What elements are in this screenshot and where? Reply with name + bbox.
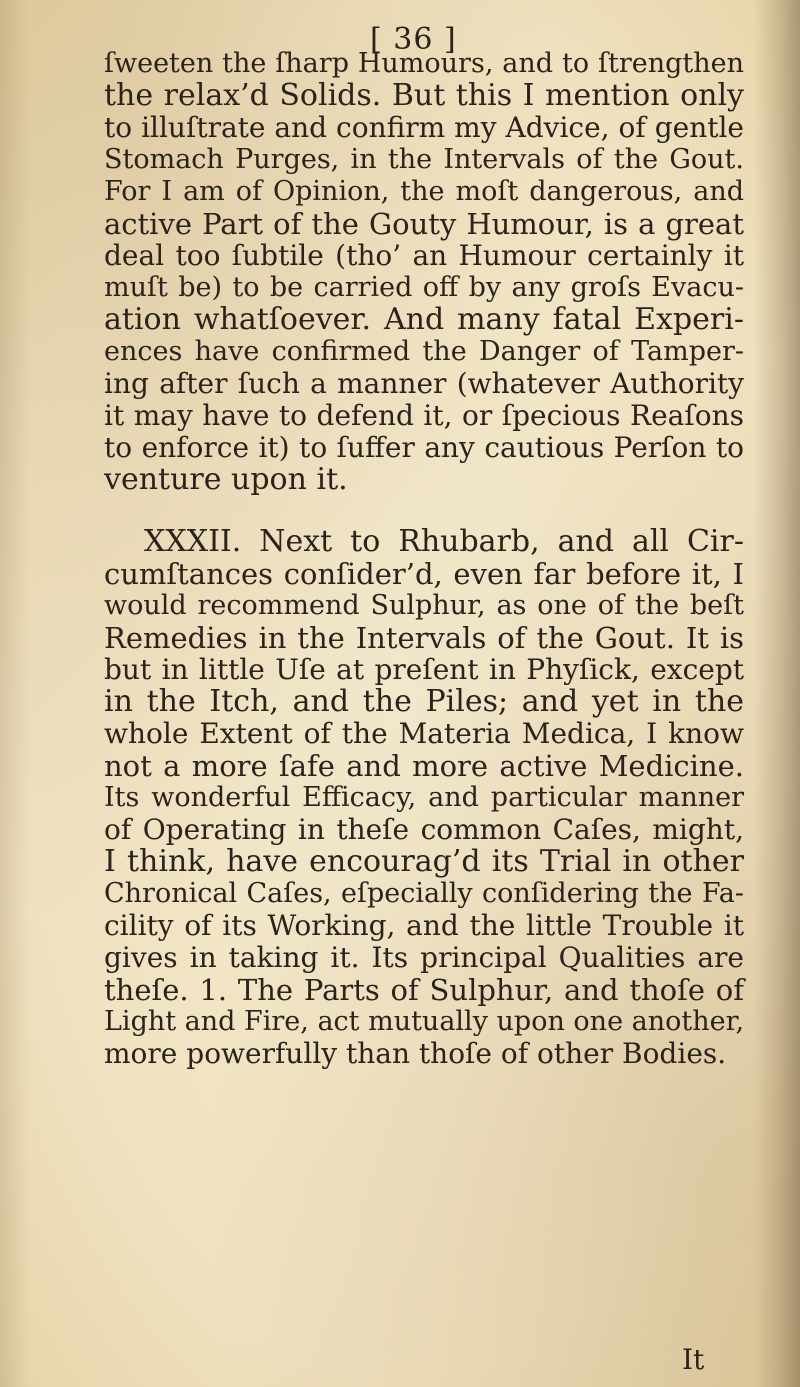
text-line: Its wonderful Efficacy, and particular manner [104, 782, 744, 813]
page-number: [ 36 ] [370, 22, 457, 57]
paragraph-2 [104, 526, 744, 1070]
paragraph-gap [104, 496, 744, 526]
text-line: whole Extent of the Materia Medica, I know [104, 717, 744, 750]
text-line: ing after ſuch a manner (whatever Authority [104, 367, 744, 400]
text-line: would recommend Sulphur, as one of the beſt [104, 590, 744, 621]
text-line: deal too ſubtile (tho’ an Humour certainly it [104, 239, 744, 272]
text-line: For I am of Opinion, the moſt dangerous, and [104, 176, 744, 207]
paragraph-1 [104, 48, 744, 496]
text-line: ſweeten the ſharp Humours, and to ſtrengthen [104, 48, 744, 79]
text-line: in the Itch, and the Piles; and yet in the [104, 684, 744, 719]
catchword: It [682, 1343, 705, 1376]
text-line: to enforce it) to ſuffer any cautious Perſon to [104, 431, 744, 464]
page-shadow-right [754, 0, 800, 1387]
page-shadow-left [0, 0, 30, 1387]
text-line: cility of its Working, and the little Trouble it [104, 909, 744, 942]
text-line: to illuſtrate and confirm my Advice, of gentle [104, 111, 744, 144]
text-line: gives in taking it. Its principal Qualities are [104, 941, 744, 974]
text-line: Chronical Caſes, eſpecially conſidering the Fa- [104, 878, 744, 909]
text-line: ation whatſoever. And many fatal Experi- [104, 302, 744, 337]
text-line: of Operating in theſe common Caſes, might, [104, 813, 744, 846]
text-line: cumſtances conſider’d, even far before it, I [104, 557, 744, 591]
text-line: XXXII. Next to Rhubarb, and all Cir- [144, 524, 744, 559]
text-line: active Part of the Gouty Humour, is a great [104, 207, 744, 241]
text-line: I think, have encourag’d its Trial in other [104, 844, 744, 879]
text-line: but in little Uſe at preſent in Phyſick, except [104, 653, 744, 686]
text-line: the relax’d Solids. But this I mention only [104, 78, 744, 113]
text-line: Stomach Purges, in the Intervals of the Gout. [104, 144, 744, 175]
text-line: ences have confirmed the Danger of Tamper- [104, 336, 744, 367]
text-line: theſe. 1. The Parts of Sulphur, and thoſe of [104, 973, 744, 1007]
text-line: muſt be) to be carried off by any groſs Evacu- [104, 272, 744, 303]
text-line: venture upon it. [104, 462, 348, 497]
text-line: not a more ſafe and more active Medicine. [104, 749, 744, 783]
text-line: it may have to defend it, or ſpecious Reaſons [104, 399, 744, 432]
text-line: Remedies in the Intervals of the Gout. It is [104, 621, 744, 655]
text-line: more powerfully than thoſe of other Bodies. [104, 1037, 727, 1070]
text-line: Light and Fire, act mutually upon one another, [104, 1006, 745, 1037]
body-text [104, 48, 744, 1070]
